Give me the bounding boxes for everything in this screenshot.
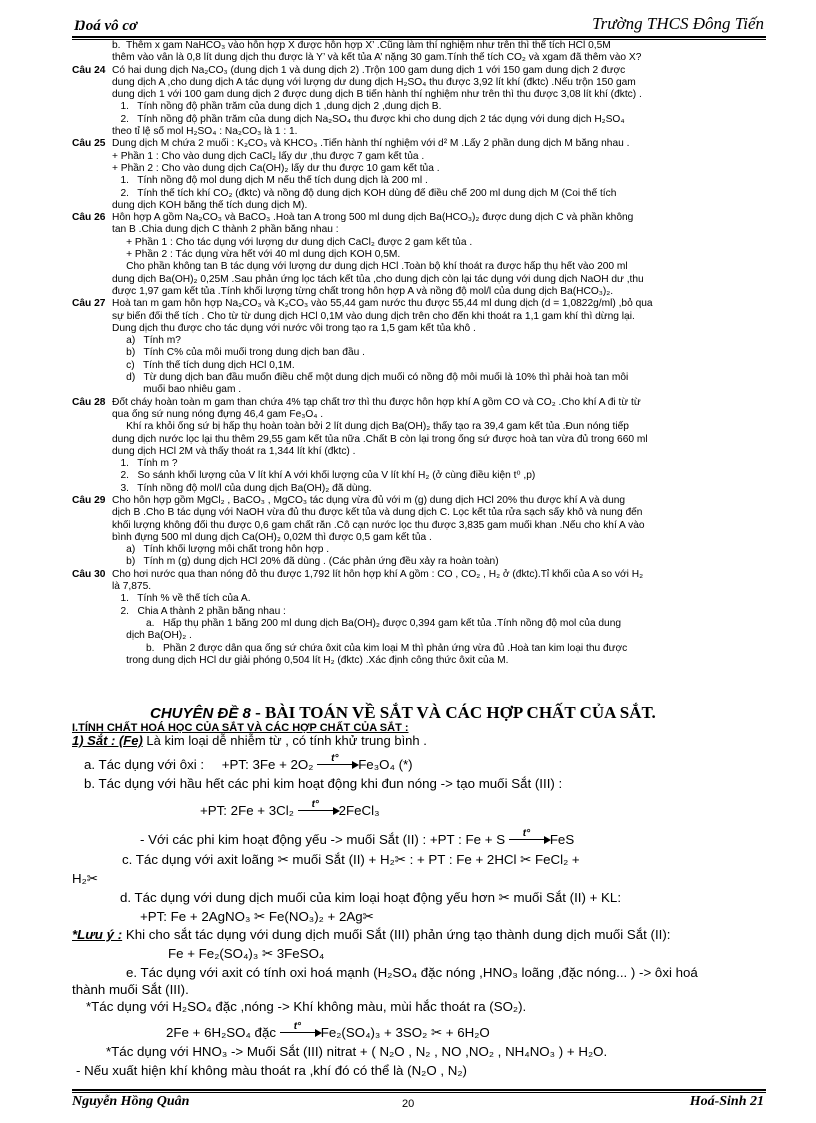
exercise-line: Dung dịch M chứa 2 muối : K₂CO₃ và KHCO₃ .Tiến hành thí nghiệm với d² M .Lấy 2 phần dung dịch M bằng nhau . [112,138,630,150]
header-left: Ŋoá vô cơ [74,18,138,34]
exercise-line: sự biến đổi thể tích . Cho từ từ dung dịch HCl 0,1M vào dung dịch trên cho đến khi thoát ra 1,1 gam khí thì dừng lại. [112,310,635,322]
footer-class: Hoá-Sinh 21 [689,1094,764,1109]
exercise-number: Câu 28 [72,396,106,408]
exercise-line: dịch Ba(OH)₂ . [112,630,192,642]
exercise-line: Đốt cháy hoàn toàn m gam than chứa 4% tạp chất trơ thì thu được hỗn hợp khí A gồm CO và CO₂ .Cho khí A đi từ từ [112,396,641,408]
exercise-line: c) Tính thể tích dung dịch HCl 0,1M. [112,359,295,371]
reaction-e-sulfuric: *Tác dụng với H₂SO₄ đặc ,nóng -> Khí không màu, mùi hắc thoát ra (SO₂). [86,999,527,1014]
exercise-line: 1. Tính nồng độ mol dung dịch M nếu thể tích dung dịch là 200 ml . [112,175,428,187]
exercise-item [72,495,768,569]
exercise-line: dung dịch 1 với 100 gam dung dịch 2 được dung dịch B tiến hành thí nghiệm như trên thì thu được 3,08 lít khí (đktc) . [112,89,642,101]
exercise-line: Cho hỗn hợp gồm MgCl₂ , BaCO₃ , MgCO₃ tác dụng vừa đủ với m (g) dung dịch HCl 20% thu được khí A và dung [112,494,626,506]
heat-icon: t° [522,828,531,839]
reaction-e-equation: 2Fe + 6H₂SO₄ đặc [166,1025,276,1040]
arrow-icon [317,761,359,769]
exercise-list [72,40,768,667]
reaction-b-line [200,799,380,818]
exercise-line: dung dịch Ba(OH)₂ 0,25M .Sau phản ứng lọc tách kết tủa ,cho dung dịch còn lại tác dụng với dung dịch NaOH dư ,thu [112,273,644,285]
exercise-line: 2. So sánh khối lượng của V lít khí A với khối lượng của V lít khí H₂ (ở cùng điều kiện t⁰ ,p) [112,470,536,482]
exercise-line: + Phần 2 : Tác dụng vừa hết với 40 ml dung dịch KOH 0,5M. [112,249,401,261]
intro-line [72,733,427,748]
exercise-line: 2. Chia A thành 2 phần bằng nhau : [112,605,286,617]
heat-icon: t° [293,1021,302,1032]
exercise-line: d) Từ dung dịch ban đầu muốn điều chế một dung dịch muối có nồng độ mỗi muối là 10% thì phải hoà tan mỗi [112,372,629,384]
note-line [72,927,670,942]
exercise-line: Hỗn hợp A gồm Na₂CO₃ và BaCO₃ .Hoà tan A trong 500 ml dung dịch Ba(HCO₃)₂ được dung dịch C và phần không [112,212,634,224]
exercise-number: Câu 25 [72,138,106,150]
exercise-line: Khí ra khỏi ống sứ bị hấp thụ hoàn toàn bởi 2 lít dung dịch Ba(OH)₂ thấy tạo ra 39,4 gam kết tủa .Đun nóng tiếp [112,421,629,433]
exercise-line: + Phần 1 : Cho tác dụng với lượng dư dung dịch CaCl₂ được 2 gam kết tủa . [112,236,473,248]
exercise-line: a) Tính khối lượng mỗi chất trong hỗn hợp . [112,544,330,556]
exercise-number: Câu 27 [72,298,106,310]
exercise-line: 2. Tính nồng độ phần trăm của dung dịch Na₂SO₄ thu được khi cho dung dịch 2 tác dụng với dung dịch H₂SO₄ [112,113,625,125]
reaction-b-product: 2FeCl₃ [338,803,380,818]
exercise-number: Câu 29 [72,494,106,506]
exercise-line: muối bao nhiêu gam . [112,384,242,396]
exercise-line: 2. Tính thể tích khí CO₂ (đktc) và nồng độ dung dịch KOH dùng để điều chế 200 ml dung dịch M (Coi thể tích [112,187,617,199]
exercise-number: Câu 26 [72,212,106,224]
header-right: Trường THCS Đông Tiến [592,14,764,33]
exercise-line: 3. Tính nồng độ mol/l của dung dịch Ba(OH)₂ đã dùng. [112,482,372,494]
exercise-text [112,138,768,212]
exercise-line: là 7,875. [112,581,152,593]
exercise-item [72,138,768,212]
exercise-line: b. Thêm x gam NaHCO₃ vào hỗn hợp X được hỗn hợp X’ .Cũng làm thí nghiệm như trên thì thể tích HCl 0,5M [112,40,611,51]
exercise-line: Dung dịch thu được cho tác dụng với nước vôi trong tạo ra 1,5 gam kết tủa khô . [112,322,476,334]
reaction-a-equation: +PT: 3Fe + 2O₂ [221,757,314,772]
exercise-item [72,569,768,667]
exercise-text [112,569,768,667]
exercise-line: bình đựng 500 ml dung dịch Ca(OH)₂ 0,02M thì được 0,5 gam kết tủa . [112,531,432,543]
exercise-line: Có hai dung dịch Na₂CO₃ (dung dịch 1 và dung dịch 2) .Trộn 100 gam dung dịch 1 với 150 gam dung dịch 2 được [112,64,626,76]
reaction-c-line: c. Tác dụng với axit loãng ✂ muối Sắt (II) + H₂✂ : + PT : Fe + 2HCl ✂ FeCl₂ + [122,852,580,867]
exercise-line: qua ống sứ nung nóng đựng 46,4 gam Fe₃O₄ . [112,408,324,420]
exercise-line: 1. Tính m ? [112,458,178,470]
exercise-number: Câu 30 [72,568,106,580]
exercise-number [72,40,112,65]
intro-label: 1) Sắt : (Fe) [72,733,143,748]
footer-rule [72,1089,766,1091]
reaction-e-heading-cont: thành muối Sắt (III). [72,982,189,997]
note-text: Khi cho sắt tác dụng với dung dịch muối Sắt (III) phản ứng tạo thành dung dịch muối Sắt (II): [125,927,671,942]
reaction-b-equation: +PT: 2Fe + 3Cl₂ [200,803,294,818]
reaction-e-nitric: *Tác dụng với HNO₃ -> Muối Sắt (III) nitrat + ( N₂O , N₂ , NO ,NO₂ , NH₄NO₃ ) + H₂O. [106,1044,608,1059]
exercise-line: b) Tính C% của mỗi muối trong dung dịch ban đầu . [112,347,365,359]
exercise-line: được 1,97 gam kết tủa .Tính khối lượng từng chất trong hỗn hợp A và nồng độ mol/l của dung dịch Ba(HCO₃)₂. [112,285,614,297]
page-number: 20 [402,1098,415,1110]
footer-rule-thin [72,1092,766,1093]
exercise-line: 1. Tính nồng độ phần trăm của dung dịch 1 ,dung dịch 2 ,dung dịch B. [112,101,442,113]
section-heading: I.TÍNH CHẤT HOÁ HỌC CỦA SẮT VÀ CÁC HỢP CHẤT CỦA SẮT : [72,722,409,734]
note-label: *Lưu ý : [72,927,123,942]
header-rule [72,36,766,38]
reaction-e-product: Fe₂(SO₄)₃ + 3SO₂ ✂ + 6H₂O [320,1025,490,1040]
exercise-line: a) Tính m? [112,335,181,347]
footer-author: Nguyễn Hồng Quân [72,1094,190,1109]
exercise-item [72,212,768,298]
exercise-line: tan B .Chia dung dịch C thành 2 phần bằng nhau : [112,224,339,236]
reaction-b-heading: b. Tác dụng với hầu hết các phi kim hoạt động khi đun nóng -> tạo muối Sắt (III) : [84,776,563,791]
reaction-b2-text: - Với các phi kim hoạt động yếu -> muối Sắt (II) : +PT : Fe + S [140,832,506,847]
exercise-text [112,65,768,139]
heat-icon: t° [311,799,319,810]
exercise-line: dịch B .Cho B tác dụng với NaOH vừa đủ thu được kết tủa và dung dịch C. Lọc kết tủa rửa sạch sấy khô và nung đến [112,507,643,519]
reaction-a-line [84,753,413,772]
exercise-line: Hoà tan m gam hỗn hợp Na₂CO₃ và K₂CO₃ vào 55,44 gam nước thu được 55,44 ml dung dịch (d = 1,0822g/ml) ,bỏ qua [112,298,653,310]
reaction-d-heading: d. Tác dụng với dung dịch muối của kim loại hoạt động yếu hơn ✂ muối Sắt (II) + KL: [120,890,622,905]
exercise-text [112,397,768,495]
exercise-line: + Phần 1 : Cho vào dung dịch CaCl₂ lấy dư ,thu được 7 gam kết tủa . [112,150,425,162]
exercise-line: dung dịch nước lọc lại thu thêm 29,55 gam kết tủa nữa .Chất B còn lại trong ống sứ được hoà tan vừa đủ trong 660 ml [112,433,648,445]
note-equation: Fe + Fe₂(SO₄)₃ ✂ 3FeSO₄ [168,946,325,961]
exercise-text [112,212,768,298]
exercise-line: dung dịch KOH bằng thể tích dung dịch M). [112,199,308,211]
exercise-item [72,65,768,139]
exercise-line: Cho hơi nước qua than nóng đỏ thu được 1,792 lít hỗn hợp khí A gồm : CO , CO₂ , H₂ ở (đktc).Tỉ khối của A so với H₂ [112,568,644,580]
exercise-line: trong dung dịch HCl dư giải phóng 0,504 lít H₂ (đktc) .Xác định công thức ôxit của M. [112,654,509,666]
exercise-line: 1. Tính % về thể tích của A. [112,593,251,605]
exercise-line: b) Tính m (g) dung dịch HCl 20% đã dùng . (Các phản ứng đều xảy ra hoàn toàn) [112,556,499,568]
exercise-item [72,397,768,495]
exercise-line: dung dịch A ,cho dung dịch A tác dụng với lượng dư dung dịch H₂SO₄ thu được 3,92 lít khí (đktc) .Nếu trộn 150 gam [112,76,636,88]
reaction-c-end: H₂✂ [72,871,98,886]
exercise-line: theo tỉ lệ số mol H₂SO₄ : Na₂CO₃ là 1 : 1. [112,126,298,138]
exercise-line: + Phần 2 : Cho vào dung dịch Ca(OH)₂ lấy dư thu được 10 gam kết tủa . [112,162,440,174]
reaction-e-heading: e. Tác dụng với axit có tính oxi hoá mạnh (H₂SO₄ đặc nóng ,HNO₃ loãng ,đặc nóng... ) -> ôxi hoá [126,965,698,980]
exercise-line: khối lượng không đổi thu được 0,6 gam chất rắn .Cô cạn nước lọc thu được 3,835 gam muối khan .Nếu cho khí A vào [112,519,645,531]
exercise-text [112,40,768,65]
chapter-heading: - BÀI TOÁN VỀ SẮT VÀ CÁC HỢP CHẤT CỦA SẮT. [255,703,656,722]
exercise-number: Câu 24 [72,64,106,76]
exercise-text [112,495,768,569]
exercise-line: Cho phần không tan B tác dụng với lượng dư dung dịch HCl .Toàn bộ khí thoát ra được hấp thụ hết vào 200 ml [112,261,628,273]
exercise-item [72,40,768,65]
exercise-line: a. Hấp thụ phần 1 bằng 200 ml dung dịch Ba(OH)₂ được 0,394 gam kết tủa .Tính nồng độ mol của dung [112,617,622,629]
exercise-line: thêm vào vẫn là 0,8 lít dung dịch thu được là Y’ và kết tủa A’ nặng 30 gam.Tính thể tích CO₂ và xgam đã thêm vào X? [112,52,642,64]
heat-icon: t° [331,753,339,764]
exercise-text [112,298,768,396]
intro-text: Là kim loại dễ nhiễm từ , có tính khử trung bình . [146,733,427,748]
reaction-a-product: Fe₃O₄ (*) [358,757,413,772]
exercise-line: dung dịch HCl 2M và thấy thoát ra 1,344 lít khí (đktc) . [112,445,356,457]
exercise-line: b. Phần 2 được dẫn qua ống sứ chứa ôxit của kim loại M thì phản ứng vừa đủ .Hoà tan kim loại thu được [112,642,628,654]
chapter-label: CHUYÊN ĐỀ 8 [150,705,251,722]
reaction-e-note: - Nếu xuất hiện khí không màu thoát ra ,khí đó có thể là (N₂O , N₂) [76,1063,467,1078]
reaction-b2-line [140,828,575,847]
reaction-d-equation: +PT: Fe + 2AgNO₃ ✂ Fe(NO₃)₂ + 2Ag✂ [140,909,374,924]
reaction-e-line [166,1021,490,1041]
reaction-b2-product: FeS [549,832,575,847]
exercise-item [72,298,768,396]
reaction-a-heading: a. Tác dụng với ôxi : [84,757,205,772]
chapter-title [150,703,656,723]
